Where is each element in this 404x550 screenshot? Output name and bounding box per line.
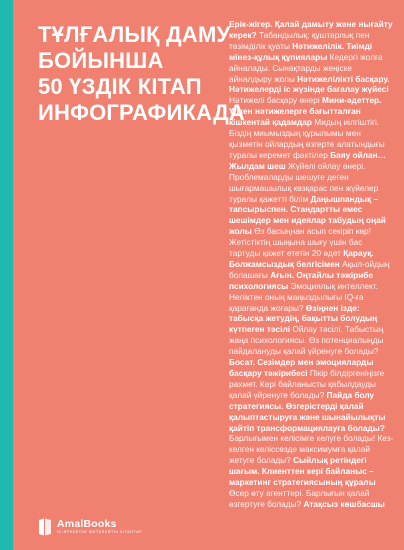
book-title-entry: Нәтижелілік. Тиімді мінез-құлық құпиялары [229,40,373,62]
cover-accent-strip [0,0,13,550]
book-description-entry: Эмоциялық интеллект. Неліктен оның маңыздылығы IQ-ға қарағанда жоғары? [229,280,378,313]
book-description-entry: Мидың иілгіштігі. Біздің миымыздың құрылымы мен қызметін ойлардың өзгерте алатындығы туралы керемет фактілер [229,117,385,160]
title-line-1: ТҰЛҒАЛЫҚ ДАМУ [38,22,231,47]
book-title-entry: Даңышпандық – тапсырыспен. Стандартты емес шешімдер мен идеялар табудың оңай жолы [229,193,386,237]
book-title-entry: Өзіңнен ізде: табысқа жетудің, бақытты болудың күтпеген тәсілі [229,302,378,335]
book-list-text [229,19,395,510]
book-description-entry: Табандылық: құштарлық пен төзімділік қуаты [229,29,370,51]
book-title-entry: Қарауқ. Болжамсыздық белгісімен [229,248,374,269]
book-title [38,22,246,126]
publisher-logo [38,516,142,538]
book-description-entry: Жүйелі ойлау өнері. Проблемаларды шешуге деген шығармашылық көзқарас пен жүйелер туралы қажетті білім [229,160,379,204]
book-description-entry: Өз басыңнан асып секіріп көр! Жетістіктің шыңына шығу үшін бас тартуды қажет ететін 20 әдет [229,226,371,259]
book-title-entry: Пайда болу стратегиясы. Өзгерістерді қалай қалыптастыруға және шынайылықты қайтіп трансформациялауға болады? [229,389,386,433]
book-title-entry: Атақсыз көшбасшы [303,498,385,509]
book-description-entry: Нәтижелі басқару өнері [229,95,323,106]
publisher-tagline: ІС-ӘРЕКЕТКЕ ЖЕТЕЛЕЙТІН КІТАПТАР [57,530,143,535]
publisher-name: AmalBooks [57,517,117,530]
book-description-entry: Кедергі жолға айналады. Сынақтарды жеңіске айналдыру жолы [229,51,383,84]
title-line-4: ИНФОГРАФИКАДА [38,100,246,125]
book-description-entry: Пікір білдіргеніңізге рахмет. Кері байланысты қабылдауды қалай үйренуге болады? [229,368,385,400]
title-line-2: БОЙЫНША [38,48,164,73]
book-title-entry: Босат. Сезімдер мен эмоцияларды басқару тәжірибесі [229,357,374,378]
book-title-entry: Мини-әдеттер. Үлкен нәтижелерге бағытталған кішкентай қадамдар [229,95,382,128]
book-title-entry: Нәтижелілікті басқару. Нәтижелерді іс жүзінде бағалау жүйесі [229,73,390,95]
book-description-entry: Барлығымен келісімге келуге болады! Кез-келген келіссөзде максимумға қалай жетуге болады? [229,433,394,466]
title-line-3: 50 ҮЗДІК КІТАП [38,74,202,99]
book-description-entry: Ақыл-ойдың болашағы [229,258,390,280]
book-description-entry: Ойлау тәсілі. Табыстың жаңа психологиясы. Өз потенциалыңды пайдалануды қалай үйренуге болады? [229,324,384,357]
book-description-entry: Өсер өту агенттері. Барлығын қалай өзгертуге болады? [229,487,370,509]
book-title-entry: Сыйлық ретіндегі шағым. Клиенттен кері байланыс – маркетинг стратегиясының құралы [229,455,376,488]
book-title-entry: Ерік-жігер. Қалай дамыту және нығайту керек? [229,19,393,40]
book-logo-icon [38,518,52,536]
book-title-entry: Баяу ойлан… Жылдам шеш [229,149,386,171]
book-title-entry: Ағын. Оңтайлы тәжірибе психологиясы [229,269,374,291]
